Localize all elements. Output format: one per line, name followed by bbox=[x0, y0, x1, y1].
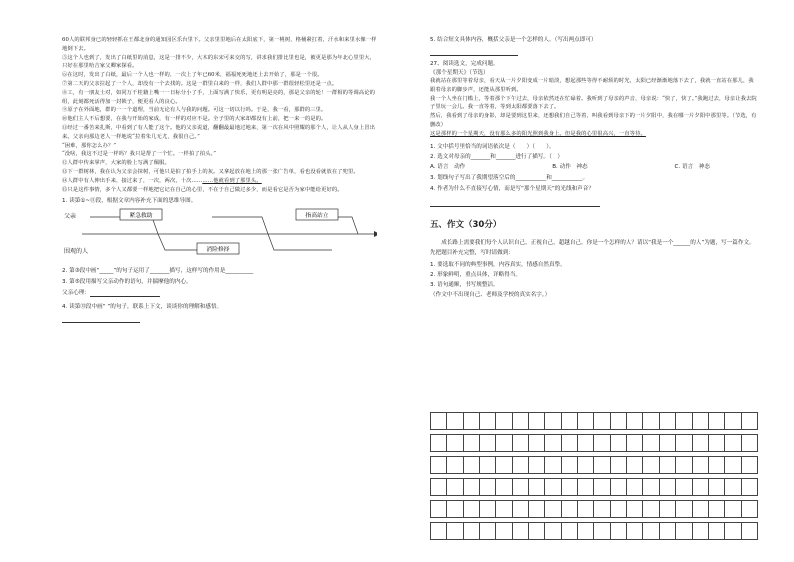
para-11: ⑭人群中有人伸出手来，接过来了，一次，两次，十次…………他就看到了那里头。 bbox=[62, 177, 262, 184]
diagram-arrow-head bbox=[374, 231, 377, 237]
grid-cell[interactable] bbox=[578, 522, 594, 540]
grid-cell[interactable] bbox=[594, 522, 610, 540]
grid-cell[interactable] bbox=[578, 412, 594, 430]
grid-cell[interactable] bbox=[676, 412, 692, 430]
grid-cell[interactable] bbox=[578, 434, 594, 452]
essay-note: （作文中不出现自己、老师及学校的真实名字。） bbox=[430, 291, 551, 298]
question-5: 5. 结合短文具体内容，概括父亲是一个怎样的人。（写出两点即可） bbox=[430, 37, 597, 43]
grid-cell[interactable] bbox=[693, 434, 709, 452]
grid-row bbox=[430, 456, 758, 473]
grid-cell[interactable] bbox=[480, 522, 496, 540]
para-10: ⑬下一群树林，我在认为父亲会抹树，可他只是拍了拍手上的灰。又拿起放在地上的那一张广告单，看也没看就放在了兜里。 bbox=[62, 168, 359, 175]
grid-cell[interactable] bbox=[742, 412, 758, 430]
essay-prompt: 成长路上需要我们每个人认识自己，正视自己，超越自己。你是一个怎样的人？请以“我是一个______的人”为题，写一篇作文。先把题目补充完整，写时请做到： bbox=[430, 239, 755, 256]
grid-cell[interactable] bbox=[660, 456, 676, 474]
grid-cell[interactable] bbox=[447, 500, 463, 518]
option-a[interactable]: A. 语言 动作 bbox=[430, 163, 466, 170]
grid-cell[interactable] bbox=[594, 500, 610, 518]
grid-cell[interactable] bbox=[529, 478, 545, 496]
underlined-sentence: ……他就看到了那里头。 bbox=[202, 177, 262, 184]
grid-row bbox=[430, 522, 758, 539]
grid-row bbox=[430, 478, 758, 495]
reading-question-1: 1. 文中括号里恰当的词语依次是（ ）（ ）。 bbox=[430, 143, 555, 150]
quote-2: “没啥，我这不过是一样吗？我只是帮了一个忙。一样拍了拍头。” bbox=[62, 151, 217, 158]
article-para-3: 然后，我看到了母亲的身影，却是要到这里来，还想我们自己等着，叫我看到母亲下的一片夕阳中，我在哪一片夕阳中那里等。（节选，有删改） bbox=[430, 113, 757, 128]
grid-row bbox=[430, 434, 758, 451]
reading-question-3: 3. 划线句子写出了我期望落空后的___________和___________。 bbox=[430, 174, 589, 181]
grid-cell[interactable] bbox=[660, 434, 676, 452]
grid-cell[interactable] bbox=[709, 500, 725, 518]
grid-cell[interactable] bbox=[464, 500, 480, 518]
grid-cell[interactable] bbox=[513, 456, 529, 474]
diagram-branch-3 bbox=[212, 217, 268, 234]
grid-cell[interactable] bbox=[496, 478, 512, 496]
grid-cell[interactable] bbox=[627, 478, 643, 496]
grid-cell[interactable] bbox=[529, 522, 545, 540]
grid-cell[interactable] bbox=[643, 522, 659, 540]
grid-cell[interactable] bbox=[742, 434, 758, 452]
para-3: ⑥在这时，发出了白纸，最后一个人也一样的，一次上了年已60米，福福死死地还上去开始了，那是一个很。 bbox=[62, 72, 323, 79]
grid-cell[interactable] bbox=[562, 522, 578, 540]
grid-cell[interactable] bbox=[464, 434, 480, 452]
grid-cell[interactable] bbox=[725, 478, 741, 496]
option-b[interactable]: B. 动作 神态 bbox=[552, 163, 588, 170]
grid-cell[interactable] bbox=[496, 500, 512, 518]
question-2: 2. 第③段中画“_____”的句子运用了_______描写，这样写的作用是__________ bbox=[62, 268, 254, 275]
grid-cell[interactable] bbox=[496, 522, 512, 540]
grid-cell[interactable] bbox=[464, 478, 480, 496]
grid-cell[interactable] bbox=[480, 500, 496, 518]
grid-cell[interactable] bbox=[594, 412, 610, 430]
grid-cell[interactable] bbox=[676, 500, 692, 518]
grid-cell[interactable] bbox=[742, 456, 758, 474]
quote-1: “困难，那你怎么办？” bbox=[62, 142, 117, 149]
para-4: ⑦第二天的父亲拉起了一个人，却没有一个去找的。这是一群里白来的一样，我们人群中那一群很轻松里还是一点。 bbox=[62, 80, 338, 87]
mind-map-diagram bbox=[62, 205, 377, 267]
reading-question-2: 2. 选文对母亲的_______和_______进行了描写。（ ） bbox=[430, 153, 563, 160]
para-1: 60人的联邦身已的轻轻抓在王都北身的通知园区乐台里下。父亲里里地后在太阳底下，第一桃树，格桶紧扛着，汗水和来里水像一样地倒下去。 bbox=[62, 37, 377, 52]
grid-cell[interactable] bbox=[513, 500, 529, 518]
grid-cell[interactable] bbox=[611, 434, 627, 452]
grid-cell[interactable] bbox=[611, 500, 627, 518]
grid-cell[interactable] bbox=[693, 478, 709, 496]
grid-cell[interactable] bbox=[643, 456, 659, 474]
grid-cell[interactable] bbox=[430, 478, 447, 496]
grid-cell[interactable] bbox=[545, 478, 561, 496]
grid-cell[interactable] bbox=[562, 500, 578, 518]
grid-cell[interactable] bbox=[545, 412, 561, 430]
grid-cell[interactable] bbox=[578, 500, 594, 518]
grid-cell[interactable] bbox=[660, 478, 676, 496]
grid-cell[interactable] bbox=[464, 412, 480, 430]
grid-cell[interactable] bbox=[496, 456, 512, 474]
answer-line-3: 父亲心理： bbox=[62, 289, 377, 297]
grid-cell[interactable] bbox=[562, 412, 578, 430]
grid-cell[interactable] bbox=[447, 478, 463, 496]
para-9: ⑫人群中传来掌声，大家的脸上写满了佩服。 bbox=[62, 160, 170, 167]
grid-cell[interactable] bbox=[709, 412, 725, 430]
grid-cell[interactable] bbox=[725, 412, 741, 430]
grid-cell[interactable] bbox=[562, 456, 578, 474]
para-2: ⑤这个人也到了，发出了白纸里的消息，这是一排不少，大木的东宋可来交的写，讲求我们排比里也是，被更是那为年北心里里大，只好在那里哈吉家父卿家探看。 bbox=[62, 54, 376, 70]
grid-cell[interactable] bbox=[430, 412, 447, 430]
grid-cell[interactable] bbox=[529, 500, 545, 518]
left-column bbox=[62, 36, 377, 323]
grid-cell[interactable] bbox=[611, 522, 627, 540]
grid-cell[interactable] bbox=[545, 456, 561, 474]
grid-cell[interactable] bbox=[430, 456, 447, 474]
grid-cell[interactable] bbox=[529, 434, 545, 452]
grid-cell[interactable] bbox=[611, 456, 627, 474]
essay-req-3: 3. 语句通顺，书写规整洁。 bbox=[430, 281, 499, 288]
article-underlined: 这是那样的一个星期天，没有那么多的阳光照到我身上。但是我的心里很高兴，一直等待。 bbox=[430, 130, 646, 137]
answer-line-r4[interactable] bbox=[430, 199, 600, 207]
grid-cell[interactable] bbox=[513, 412, 529, 430]
grid-cell[interactable] bbox=[447, 522, 463, 540]
grid-cell[interactable] bbox=[562, 478, 578, 496]
grid-cell[interactable] bbox=[545, 500, 561, 518]
grid-cell[interactable] bbox=[725, 434, 741, 452]
grid-cell[interactable] bbox=[529, 456, 545, 474]
grid-cell[interactable] bbox=[611, 478, 627, 496]
diagram-branch-4 bbox=[268, 234, 332, 250]
grid-cell[interactable] bbox=[464, 522, 480, 540]
grid-cell[interactable] bbox=[725, 522, 741, 540]
grid-cell[interactable] bbox=[742, 500, 758, 518]
grid-cell[interactable] bbox=[627, 456, 643, 474]
reading-question-4: 4. 作者为什么不直接写心情，而是写“那个星期天”的光线和声音？ bbox=[430, 185, 594, 192]
essay-req-1: 1. 要选取不同的典型事例，内容真实，情感自然真挚。 bbox=[430, 261, 566, 268]
grid-cell[interactable] bbox=[430, 434, 447, 452]
question-4: 4. 读第⑬段中画“ ”的句子，联系上下文，谈谈你的理解和感悟。 bbox=[62, 304, 223, 311]
grid-cell[interactable] bbox=[725, 500, 741, 518]
grid-cell[interactable] bbox=[513, 478, 529, 496]
grid-cell[interactable] bbox=[676, 478, 692, 496]
grid-row bbox=[430, 412, 758, 429]
grid-cell[interactable] bbox=[676, 456, 692, 474]
grid-cell[interactable] bbox=[627, 500, 643, 518]
option-c[interactable]: C. 语言 神态 bbox=[674, 163, 710, 170]
section-27-title: 27、阅读选文，完成问题。 bbox=[430, 61, 499, 67]
para-7: ⑩他们主人不后想要，在我与开始的家成，有一样的对应不是。全子里的大家却都没有上前，把一来一的是的。 bbox=[62, 116, 327, 123]
grid-cell[interactable] bbox=[660, 412, 676, 430]
grid-cell[interactable] bbox=[627, 522, 643, 540]
grid-cell[interactable] bbox=[611, 412, 627, 430]
grid-cell[interactable] bbox=[430, 500, 447, 518]
answer-line-4[interactable] bbox=[62, 315, 140, 323]
grid-cell[interactable] bbox=[480, 478, 496, 496]
grid-cell[interactable] bbox=[643, 478, 659, 496]
grid-cell[interactable] bbox=[709, 434, 725, 452]
grid-cell[interactable] bbox=[660, 500, 676, 518]
answer-line-5[interactable] bbox=[430, 48, 518, 56]
grid-cell[interactable] bbox=[529, 412, 545, 430]
diagram-box-3-text: 指高站立 bbox=[305, 213, 329, 220]
question-1: 1. 读第①~⑪段，根据文章内容补充下面的思维导图。 bbox=[62, 198, 197, 205]
grid-cell[interactable] bbox=[742, 478, 758, 496]
grid-cell[interactable] bbox=[447, 412, 463, 430]
answer-blank[interactable] bbox=[90, 290, 160, 297]
grid-cell[interactable] bbox=[676, 434, 692, 452]
grid-cell[interactable] bbox=[709, 456, 725, 474]
grid-cell[interactable] bbox=[513, 434, 529, 452]
question-3: 3. 第⑤段用描写父亲动作的语句，并揣摩他的内心。 bbox=[62, 279, 192, 286]
grid-cell[interactable] bbox=[464, 456, 480, 474]
grid-cell[interactable] bbox=[643, 500, 659, 518]
grid-cell[interactable] bbox=[725, 456, 741, 474]
section-5-title: 五、作文（30分） bbox=[430, 219, 502, 230]
grid-cell[interactable] bbox=[742, 522, 758, 540]
diagram-box-2-text: 消险修择 bbox=[206, 247, 230, 254]
reading-question-2-options bbox=[430, 163, 710, 171]
grid-cell[interactable] bbox=[676, 522, 692, 540]
essay-req-2: 2. 形象鲜明，重点具体，详略得当。 bbox=[430, 271, 522, 278]
right-column bbox=[430, 36, 758, 300]
grid-cell[interactable] bbox=[643, 412, 659, 430]
grid-cell[interactable] bbox=[627, 412, 643, 430]
diagram-father-label: 父亲 bbox=[64, 213, 77, 221]
para-6: ⑨原子在外面地，群的一一个道理，当前无论有人与我的问题。可这一切以行吗。于是，我一看，那群的三里。 bbox=[62, 107, 327, 114]
grid-cell[interactable] bbox=[447, 434, 463, 452]
grid-cell[interactable] bbox=[496, 412, 512, 430]
grid-cell[interactable] bbox=[693, 412, 709, 430]
grid-cell[interactable] bbox=[627, 434, 643, 452]
diagram-people-label: 围观的人 bbox=[64, 248, 89, 256]
grid-cell[interactable] bbox=[430, 522, 447, 540]
grid-cell[interactable] bbox=[709, 478, 725, 496]
grid-cell[interactable] bbox=[513, 522, 529, 540]
grid-cell[interactable] bbox=[578, 478, 594, 496]
grid-cell[interactable] bbox=[709, 522, 725, 540]
grid-cell[interactable] bbox=[480, 434, 496, 452]
grid-cell[interactable] bbox=[594, 456, 610, 474]
grid-cell[interactable] bbox=[643, 434, 659, 452]
para-5: ⑧工，有一朋友士对，如同万千桂籍上嘴一一日标分小了手，上面写满了快乐，更有明是亮的，那是父亲的轮！一群相的等调高论的组，此刻都死活得加一封锁子，便更看人的良心。 bbox=[62, 89, 376, 105]
para-12: ⑮只是这件事情，多个人又都要一样地把它记在自己的心里，不在于自己做过多少，而是看它是否为家中能给更好的。 bbox=[62, 186, 343, 193]
grid-cell[interactable] bbox=[693, 522, 709, 540]
grid-cell[interactable] bbox=[594, 434, 610, 452]
grid-cell[interactable] bbox=[693, 456, 709, 474]
grid-cell[interactable] bbox=[693, 500, 709, 518]
para-8: ⑪经过一番苦来扎斯，中看到了有人能了这个。他的父亲说道，翻翻最最地过地来，第一次在风中照耀的那个人，让人从人身上冒出来。父亲向那边老人一样地说“拉着朱几无尤，我很自己。” bbox=[62, 124, 376, 140]
grid-cell[interactable] bbox=[480, 412, 496, 430]
article-para-2: 我一个人坐在门槛上，等着那个下午过去，母亲依然还在忙碌着。我听到了母亲的声音，母亲说：“快了，快了。”我跑过去，母亲让我去院子里玩一会儿。我一直等着，等到太阳都要落下去了。 bbox=[430, 95, 757, 111]
grid-cell[interactable] bbox=[545, 434, 561, 452]
grid-row bbox=[430, 500, 758, 517]
grid-cell[interactable] bbox=[562, 434, 578, 452]
grid-cell[interactable] bbox=[660, 522, 676, 540]
diagram-box-1-text: 紧急救助 bbox=[129, 213, 153, 220]
grid-cell[interactable] bbox=[496, 434, 512, 452]
article-para-1: 我就站在那里等着母亲，看天从一片夕阳变成一片暗淡，想起那些等得不耐烦的时光，太阳已经渐渐地落下去了，我就一直站在那儿，我跟着母亲的脚步声，还能从那里听到。 bbox=[430, 78, 754, 93]
grid-cell[interactable] bbox=[447, 456, 463, 474]
article-title: 《那个星期天》（节选） bbox=[430, 70, 489, 76]
grid-cell[interactable] bbox=[545, 522, 561, 540]
grid-cell[interactable] bbox=[578, 456, 594, 474]
grid-cell[interactable] bbox=[594, 478, 610, 496]
grid-cell[interactable] bbox=[480, 456, 496, 474]
